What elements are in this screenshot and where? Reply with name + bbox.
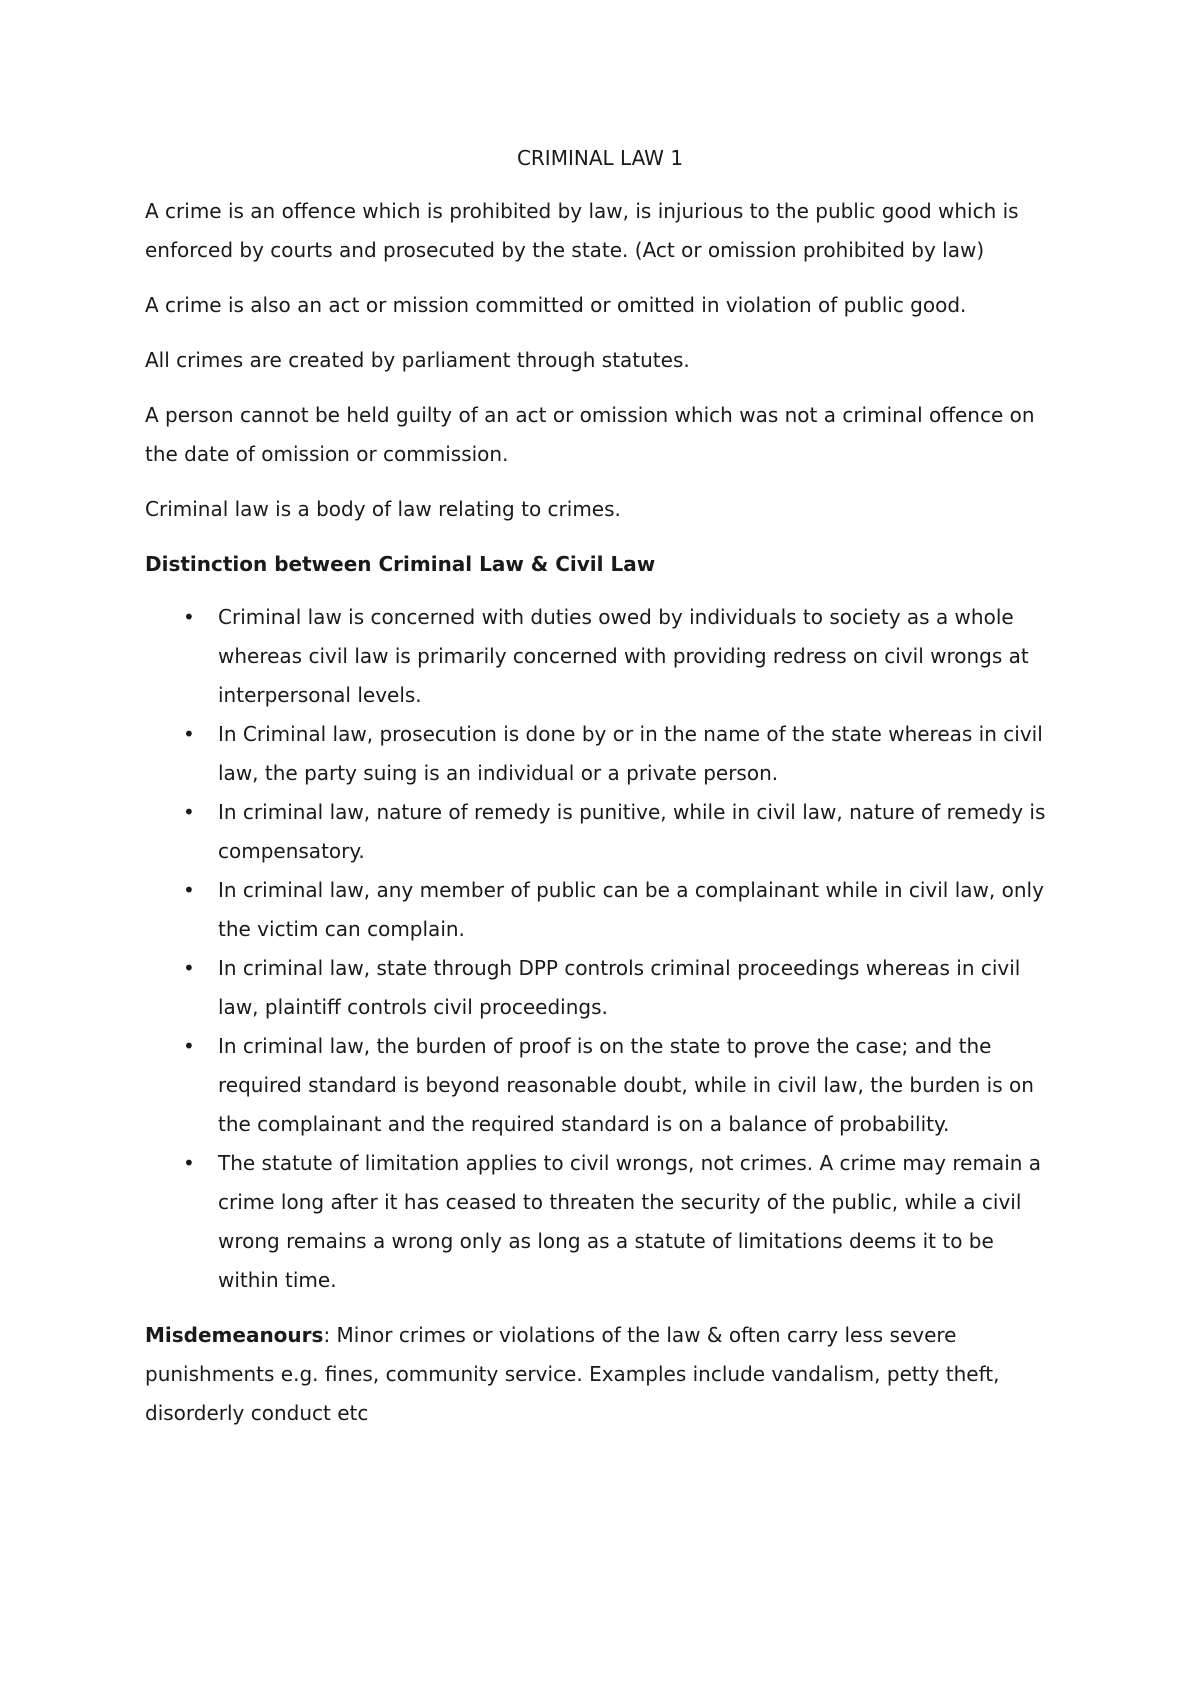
bullet-icon: •	[183, 1034, 195, 1058]
paragraph-crime-act-or-mission: A crime is also an act or mission committed or omitted in violation of public good.	[145, 293, 967, 317]
list-item	[145, 871, 1055, 949]
misdemeanours-definition	[145, 1316, 1055, 1433]
list-item-text: In Criminal law, prosecution is done by or in the name of the state whereas in civil law, the party suing is an individual or a private person.	[218, 722, 1043, 785]
definition-separator: :	[323, 1323, 337, 1347]
paragraph-criminal-law-definition: Criminal law is a body of law relating to crimes.	[145, 497, 621, 521]
list-item-text: In criminal law, state through DPP controls criminal proceedings whereas in civil law, plaintiff controls civil proceedings.	[218, 956, 1021, 1019]
list-item-text: The statute of limitation applies to civil wrongs, not crimes. A crime may remain a crime long after it has ceased to threaten the security of the public, while a civil wrong remains a wrong only as long as a statute of limitations deems it to be within time.	[218, 1151, 1042, 1292]
bullet-icon: •	[183, 956, 195, 980]
list-item-text: In criminal law, the burden of proof is on the state to prove the case; and the required standard is beyond reasonable doubt, while in civil law, the burden is on the complainant and the required standard is on a balance of probability.	[218, 1034, 1034, 1136]
bullet-icon: •	[183, 800, 195, 824]
paragraph-guilt-principle: A person cannot be held guilty of an act or omission which was not a criminal offence on the date of omission or commission.	[145, 403, 1035, 466]
list-item-text: Criminal law is concerned with duties owed by individuals to society as a whole whereas civil law is primarily concerned with providing redress on civil wrongs at interpersonal levels.	[218, 605, 1029, 707]
list-item	[145, 715, 1055, 793]
bullet-icon: •	[183, 722, 195, 746]
bullet-icon: •	[183, 605, 195, 629]
bullet-icon: •	[183, 878, 195, 902]
list-item	[145, 1144, 1055, 1300]
definition-term: Misdemeanours	[145, 1323, 324, 1347]
list-item	[145, 598, 1055, 715]
list-item	[145, 1027, 1055, 1144]
list-item-text: In criminal law, nature of remedy is punitive, while in civil law, nature of remedy is compensatory.	[218, 800, 1046, 863]
distinction-list	[145, 598, 1055, 1300]
paragraph-crime-definition: A crime is an offence which is prohibited by law, is injurious to the public good which is enforced by courts and prosecuted by the state. (Act or omission prohibited by law)	[145, 199, 1019, 262]
list-item	[145, 793, 1055, 871]
page-title: CRIMINAL LAW 1	[516, 146, 684, 170]
list-item-text: In criminal law, any member of public can be a complainant while in civil law, only the victim can complain.	[218, 878, 1044, 941]
bullet-icon: •	[183, 1151, 195, 1175]
paragraph-crimes-created-by-parliament: All crimes are created by parliament through statutes.	[145, 348, 690, 372]
definition-text: Minor crimes or violations of the law & often carry less severe punishments e.g. fines, community service. Examples include vandalism, petty theft, disorderly conduct etc	[145, 1323, 1000, 1425]
list-item	[145, 949, 1055, 1027]
section-heading: Distinction between Criminal Law & Civil Law	[145, 552, 656, 576]
